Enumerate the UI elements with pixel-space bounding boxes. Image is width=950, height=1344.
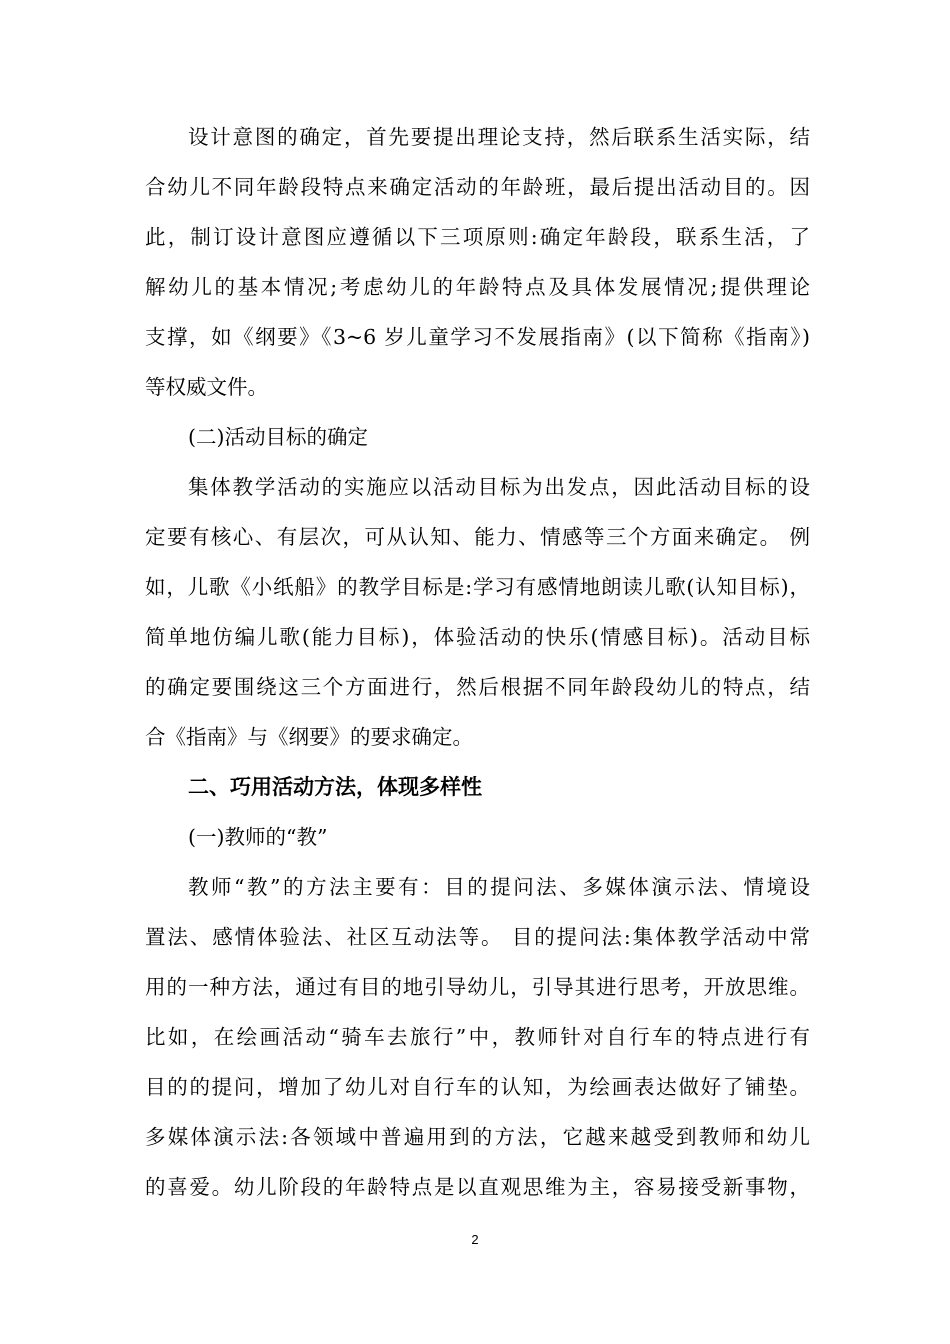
paragraph-1-line-1: 设计意图的确定，首先要提出理论支持，然后联系生活实际，结 — [188, 125, 810, 149]
paragraph-1-line-6: 等权威文件。 — [145, 375, 268, 399]
subheading-teacher-teaching: (一)教师的“教” — [188, 825, 328, 849]
page-number: 2 — [471, 1232, 479, 1247]
paragraph-2-line-6: 合《指南》与《纲要》的要求确定。 — [145, 725, 473, 749]
paragraph-2-line-1: 集体教学活动的实施应以活动目标为出发点，因此活动目标的设 — [188, 475, 810, 499]
paragraph-3-line-4: 比如，在绘画活动“骑车去旅行”中，教师针对自行车的特点进行有 — [145, 1025, 810, 1049]
paragraph-3-line-7: 的喜爱。幼儿阶段的年龄特点是以直观思维为主，容易接受新事物， — [145, 1175, 810, 1199]
paragraph-2-line-3: 如，儿歌《小纸船》的教学目标是:学习有感情地朗读儿歌(认知目标)， — [145, 575, 810, 599]
paragraph-2-line-2: 定要有核心、有层次，可从认知、能力、情感等三个方面来确定。 例 — [145, 525, 810, 549]
paragraph-3-line-1: 教师“教”的方法主要有：目的提问法、多媒体演示法、情境设 — [188, 875, 810, 899]
paragraph-2-line-5: 的确定要围绕这三个方面进行，然后根据不同年龄段幼儿的特点，结 — [145, 675, 810, 699]
paragraph-3-line-5: 目的的提问，增加了幼儿对自行车的认知，为绘画表达做好了铺垫。 — [145, 1075, 810, 1099]
section-heading-activity-methods: 二、巧用活动方法，体现多样性 — [188, 775, 482, 799]
paragraph-1-line-2: 合幼儿不同年龄段特点来确定活动的年龄班，最后提出活动目的。因 — [145, 175, 810, 199]
paragraph-3-line-2: 置法、感情体验法、社区互动法等。 目的提问法:集体教学活动中常 — [145, 925, 810, 949]
paragraph-1-line-5: 支撑，如《纲要》《3~6 岁儿童学习不发展指南》(以下简称《指南》) — [145, 325, 810, 349]
paragraph-2-line-4: 简单地仿编儿歌(能力目标)，体验活动的快乐(情感目标)。活动目标 — [145, 625, 810, 649]
paragraph-3-line-3: 用的一种方法，通过有目的地引导幼儿，引导其进行思考，开放思维。 — [145, 975, 810, 999]
paragraph-1-line-4: 解幼儿的基本情况;考虑幼儿的年龄特点及具体发展情况;提供理论 — [145, 275, 810, 299]
subheading-activity-goals: (二)活动目标的确定 — [188, 425, 368, 449]
paragraph-1-line-3: 此，制订设计意图应遵循以下三项原则:确定年龄段，联系生活，了 — [145, 225, 810, 249]
paragraph-3-line-6: 多媒体演示法:各领域中普遍用到的方法，它越来越受到教师和幼儿 — [145, 1125, 810, 1149]
